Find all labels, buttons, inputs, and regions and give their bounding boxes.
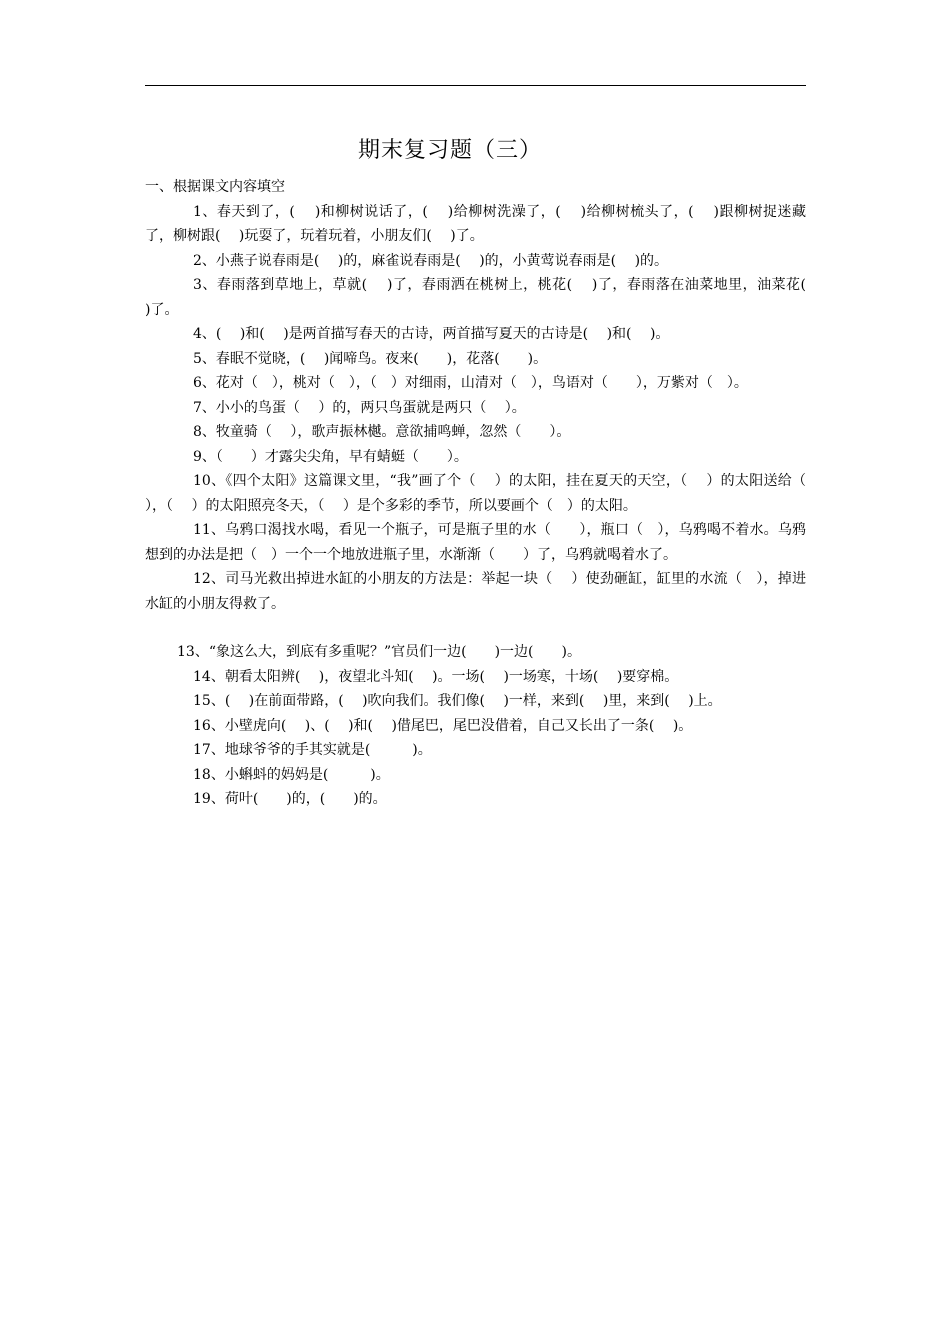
question-3: 3、春雨落到草地上，草就( )了，春雨洒在桃树上，桃花( )了，春雨落在油菜地里，油菜花( )了。 <box>145 277 834 318</box>
page-title: 期末复习题（三） <box>357 138 542 163</box>
document-body <box>145 175 834 812</box>
question-5: 5、春眠不觉晓，( )闻啼鸟。夜来( )，花落( )。 <box>193 350 548 367</box>
question-4: 4、( )和( )是两首描写春天的古诗，两首描写夏天的古诗是( )和( )。 <box>193 326 670 342</box>
blank-line <box>145 616 806 640</box>
question-15: 15、( )在前面带路，( )吹向我们。我们像( )一样，来到( )里，来到( )上。 <box>193 693 722 709</box>
question-13: 13、“象这么大，到底有多重呢？”官员们一边( )一边( )。 <box>177 644 581 660</box>
question-1: 1、春天到了，( )和柳树说话了，( )给柳树洗澡了，( )给柳树梳头了，( )跟柳树捉迷藏了，柳树跟( )玩耍了，玩着玩着，小朋友们( )了。 <box>145 203 806 244</box>
question-6: 6、花对（ ），桃对（ ），（ ）对细雨，山清对（ ），鸟语对（ ），万紫对（ ）。 <box>193 375 748 391</box>
question-17: 17、地球爷爷的手其实就是( )。 <box>193 742 432 758</box>
section-heading: 一、根据课文内容填空 <box>145 179 285 195</box>
question-16: 16、小壁虎向( )、( )和( )借尾巴，尾巴没借着，自己又长出了一条( )。 <box>193 717 693 734</box>
question-7: 7、小小的鸟蛋（ ）的，两只鸟蛋就是两只（ ）。 <box>193 399 526 416</box>
question-19: 19、荷叶( )的，( )的。 <box>193 791 387 807</box>
question-8: 8、牧童骑（ ），歌声振林樾。意欲捕鸣蝉，忽然（ ）。 <box>193 424 571 440</box>
question-2: 2、小燕子说春雨是( )的，麻雀说春雨是( )的，小黄莺说春雨是( )的。 <box>193 252 669 269</box>
question-9: 9、（ ）才露尖尖角，早有蜻蜓（ ）。 <box>193 448 468 465</box>
question-10: 10、《四个太阳》这篇课文里，“我”画了个（ ）的太阳，挂在夏天的天空，（ ）的太阳送给（ ），（ ）的太阳照亮冬天，（ ）是个多彩的季节，所以要画个（ ）的太阳。 <box>145 473 825 514</box>
question-18: 18、小蝌蚪的妈妈是( )。 <box>193 766 390 783</box>
header-rule <box>145 85 806 86</box>
question-14: 14、朝看太阳辨( )，夜望北斗知( )。一场( )一场寒，十场( )要穿棉。 <box>193 668 679 685</box>
question-11: 11、乌鸦口渴找水喝，看见一个瓶子，可是瓶子里的水（ ），瓶口（ ），乌鸦喝不着水。乌鸦想到的办法是把（ ）一个一个地放进瓶子里，水渐渐（ ）了，乌鸦就喝着水了。 <box>145 522 806 563</box>
question-12: 12、司马光救出掉进水缸的小朋友的方法是：举起一块（ ）使劲砸缸，缸里的水流（ ），掉进水缸的小朋友得救了。 <box>145 571 806 612</box>
